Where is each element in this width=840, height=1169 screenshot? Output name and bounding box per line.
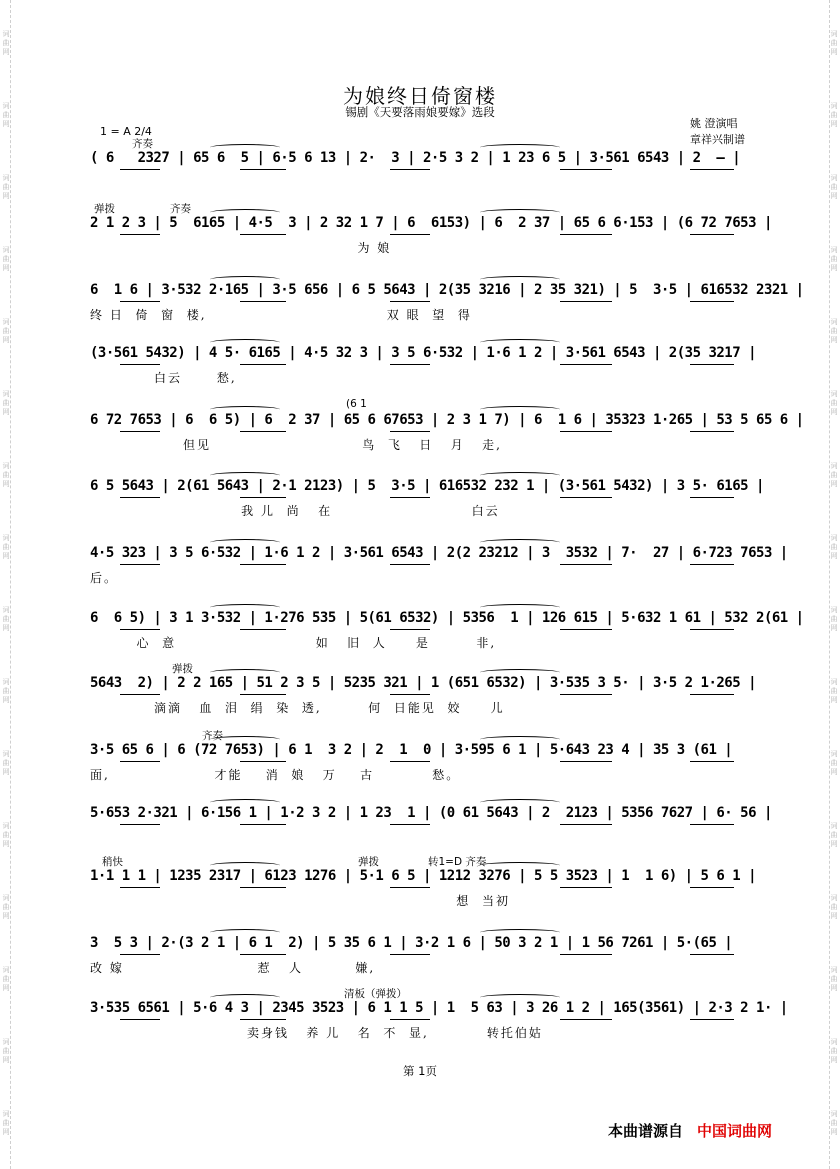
score-system — [90, 282, 804, 326]
margin-watermark: 词 曲 网 — [830, 750, 838, 776]
score-system — [90, 856, 757, 912]
slur-mark — [480, 669, 560, 676]
slur-mark — [480, 604, 560, 611]
margin-watermark: 词 曲 网 — [2, 534, 10, 560]
slur-mark — [210, 339, 280, 346]
rhythm-beam — [240, 364, 286, 365]
rhythm-beam — [390, 887, 430, 888]
score-system — [90, 203, 772, 259]
margin-watermark: 词 曲 网 — [2, 318, 10, 344]
rhythm-beam — [390, 694, 430, 695]
margin-watermark: 词 曲 网 — [2, 894, 10, 920]
notation-line: (3·561 5432) | 4 5· 6165 | 4·5 32 3 | 3 5 6·532 | 1·6 1 2 | 3·561 6543 | 2(35 3217 | — [90, 345, 757, 361]
slur-mark — [210, 669, 280, 676]
margin-watermark: 词 曲 网 — [2, 174, 10, 200]
rhythm-beam — [240, 169, 286, 170]
rhythm-beam — [240, 629, 286, 630]
page-number: 第 1页 — [403, 1064, 437, 1078]
rhythm-beam — [240, 234, 286, 235]
notation-line: ( 6 2327 | 65 6 5 | 6·5 6 13 | 2· 3 | 2·5 3 2 | 1 23 6 5 | 3·561 6543 | 2 — | — [90, 150, 741, 166]
rhythm-beam — [390, 497, 430, 498]
rhythm-beam — [120, 824, 160, 825]
margin-watermark: 词 曲 网 — [830, 174, 838, 200]
margin-watermark: 词 曲 网 — [2, 102, 10, 128]
margin-watermark: 词 曲 网 — [2, 246, 10, 272]
rhythm-beam — [120, 1019, 160, 1020]
rhythm-beam — [240, 497, 286, 498]
slur-mark — [480, 539, 560, 546]
rhythm-beam — [390, 234, 430, 235]
notation-line: 3 5 3 | 2·(3 2 1 | 6 1 2) | 5 35 6 1 | 3·2 1 6 | 50 3 2 1 | 1 56 7261 | 5·(65 | — [90, 935, 733, 951]
rhythm-beam — [560, 824, 612, 825]
notation-line: 2 1 2 3 | 5 6165 | 4·5 3 | 2 32 1 7 | 6 6153) | 6 2 37 | 65 6 6·153 | (6 72 7653 | — [90, 215, 772, 231]
slur-mark — [210, 799, 280, 806]
score-system — [90, 663, 757, 719]
rhythm-beam — [120, 694, 160, 695]
performance-mark: 弹拨 — [358, 856, 379, 868]
rhythm-beam — [240, 431, 286, 432]
slur-mark — [210, 209, 280, 216]
score-subtitle: 锡剧《天要落雨娘要嫁》选段 — [345, 105, 495, 119]
margin-watermark: 词 曲 网 — [830, 390, 838, 416]
rhythm-beam — [120, 431, 160, 432]
performance-mark: 齐奏 — [202, 730, 223, 742]
notation-line: 6 72 7653 | 6 6 5) | 6 2 37 | 65 6 67653 | 2 3 1 7) | 6 1 6 | 35323 1·265 | 53 5 65 6 | — [90, 412, 804, 428]
rhythm-beam — [690, 629, 734, 630]
margin-watermark: 词 曲 网 — [2, 678, 10, 704]
rhythm-beam — [120, 564, 160, 565]
rhythm-beam — [120, 234, 160, 235]
margin-watermark: 词 曲 网 — [830, 606, 838, 632]
margin-watermark: 词 曲 网 — [2, 1110, 10, 1136]
rhythm-beam — [240, 887, 286, 888]
lyric-line: 后。 — [90, 571, 119, 585]
slur-mark — [480, 209, 560, 216]
rhythm-beam — [390, 954, 430, 955]
margin-watermark: 词 曲 网 — [830, 102, 838, 128]
margin-watermark: 词 曲 网 — [830, 534, 838, 560]
slur-mark — [210, 539, 280, 546]
rhythm-beam — [690, 694, 734, 695]
margin-watermark: 词 曲 网 — [2, 606, 10, 632]
rhythm-beam — [690, 887, 734, 888]
slur-mark — [210, 604, 280, 611]
score-system — [90, 610, 804, 654]
rhythm-beam — [560, 629, 612, 630]
margin-watermark: 词 曲 网 — [2, 462, 10, 488]
score-system — [90, 478, 764, 522]
rhythm-beam — [560, 761, 612, 762]
margin-watermark: 词 曲 网 — [830, 30, 838, 56]
slur-mark — [210, 736, 280, 743]
rhythm-beam — [560, 431, 612, 432]
lyric-line: 想 当初 — [90, 894, 510, 908]
slur-mark — [480, 994, 560, 1001]
slur-mark — [480, 276, 560, 283]
rhythm-beam — [390, 1019, 430, 1020]
score-system — [90, 545, 788, 589]
notation-line: 6 5 5643 | 2(61 5643 | 2·1 2123) | 5 3·5 | 616532 232 1 | (3·561 5432) | 3 5· 6165 | — [90, 478, 764, 494]
margin-watermark: 词 曲 网 — [2, 750, 10, 776]
rhythm-beam — [560, 169, 612, 170]
margin-watermark: 词 曲 网 — [830, 678, 838, 704]
notation-line: 4·5 323 | 3 5 6·532 | 1·6 1 2 | 3·561 6543 | 2(2 23212 | 3 3532 | 7· 27 | 6·723 7653 | — [90, 545, 788, 561]
rhythm-beam — [120, 497, 160, 498]
rhythm-beam — [560, 497, 612, 498]
notation-line: 3·5 65 6 | 6 (72 7653) | 6 1 3 2 | 2 1 0 | 3·595 6 1 | 5·643 23 4 | 35 3 (61 | — [90, 742, 733, 758]
rhythm-beam — [120, 169, 160, 170]
slur-mark — [210, 144, 280, 151]
rhythm-beam — [240, 564, 286, 565]
margin-watermark: 词 曲 网 — [830, 462, 838, 488]
credit-transcriber: 章祥兴制谱 — [690, 133, 745, 146]
slur-mark — [210, 994, 280, 1001]
performance-mark: 转1=D 齐奏 — [428, 856, 487, 868]
rhythm-beam — [690, 301, 734, 302]
rhythm-beam — [690, 364, 734, 365]
slur-mark — [480, 144, 560, 151]
source-attribution — [608, 1120, 772, 1141]
slur-mark — [480, 862, 560, 869]
rhythm-beam — [240, 824, 286, 825]
slur-mark — [480, 929, 560, 936]
lyric-line: 面, 才能 消 娘 万 古 愁。 — [90, 768, 461, 782]
score-system — [90, 345, 756, 389]
margin-watermark: 词 曲 网 — [2, 390, 10, 416]
margin-watermark: 词 曲 网 — [830, 1038, 838, 1064]
lyric-line: 终 日 倚 窗 楼, 双 眼 望 得 — [90, 308, 472, 322]
margin-watermark: 词 曲 网 — [2, 1038, 10, 1064]
rhythm-beam — [560, 694, 612, 695]
credit-performer: 姚 澄演唱 — [690, 117, 738, 130]
rhythm-beam — [560, 301, 612, 302]
lyric-line: 卖身钱 养 儿 名 不 显, 转托伯姑 — [90, 1026, 543, 1040]
lyric-line: 我 儿 尚 在 白云 — [90, 504, 500, 518]
notation-line: 5643 2) | 2 2 165 | 51 2 3 5 | 5235 321 | 1 (651 6532) | 3·535 3 5· | 3·5 2 1·265 | — [90, 675, 757, 691]
rhythm-beam — [240, 761, 286, 762]
score-system — [90, 988, 788, 1044]
score-system — [90, 398, 804, 456]
margin-watermark: 词 曲 网 — [830, 966, 838, 992]
rhythm-beam — [560, 364, 612, 365]
rhythm-beam — [120, 629, 160, 630]
lyric-line: 改 嫁 惹 人 嫌, — [90, 961, 376, 975]
slur-mark — [210, 472, 280, 479]
slur-mark — [480, 736, 560, 743]
rhythm-beam — [120, 887, 160, 888]
margin-watermark: 词 曲 网 — [830, 1110, 838, 1136]
performance-mark: 齐奏 — [170, 203, 191, 215]
source-brand[interactable]: 中国词曲网 — [697, 1122, 773, 1140]
margin-watermark: 词 曲 网 — [830, 246, 838, 272]
lyric-line: 滴滴 血 泪 绢 染 透, 何 日能见 姣 儿 — [90, 701, 505, 715]
source-label: 本曲谱源自 — [608, 1122, 684, 1140]
rhythm-beam — [390, 364, 430, 365]
performance-mark: 稍快 — [102, 856, 123, 868]
key-signature: 1 = A 2/4 — [100, 125, 152, 138]
margin-watermark: 词 曲 网 — [2, 822, 10, 848]
score-system — [90, 805, 772, 849]
rhythm-beam — [240, 301, 286, 302]
lyric-line: 白云 愁, — [90, 371, 237, 385]
notation-line: 6 6 5) | 3 1 3·532 | 1·276 535 | 5(61 6532) | 5356 1 | 126 615 | 5·632 1 61 | 532 2(61 | — [90, 610, 804, 626]
notation-line: 6 1 6 | 3·532 2·165 | 3·5 656 | 6 5 5643 | 2(35 3216 | 2 35 321) | 5 3·5 | 616532 2321 | — [90, 282, 804, 298]
rhythm-beam — [690, 1019, 734, 1020]
credits — [690, 116, 745, 148]
rhythm-beam — [560, 954, 612, 955]
slur-mark — [480, 799, 560, 806]
performance-mark: 弹拨 — [172, 663, 193, 675]
rhythm-beam — [560, 887, 612, 888]
notation-line: 3·535 6561 | 5·6 4 3 | 2345 3523 | 6 1 1 5 | 1 5 63 | 3 26 1 2 | 165(3561) | 2·3 2 1· | — [90, 1000, 788, 1016]
performance-mark: 清板（弹拨） — [344, 988, 407, 1000]
rhythm-beam — [690, 431, 734, 432]
rhythm-beam — [390, 629, 430, 630]
margin-watermark: 词 曲 网 — [830, 894, 838, 920]
rhythm-beam — [240, 954, 286, 955]
rhythm-beam — [390, 431, 430, 432]
slur-mark — [210, 929, 280, 936]
score-title: 为娘终日倚窗楼 — [343, 84, 497, 108]
rhythm-beam — [560, 1019, 612, 1020]
margin-watermark: 词 曲 网 — [830, 822, 838, 848]
rhythm-beam — [690, 497, 734, 498]
rhythm-beam — [390, 824, 430, 825]
score-system — [90, 730, 756, 786]
rhythm-beam — [690, 169, 734, 170]
rhythm-beam — [390, 564, 430, 565]
lyric-line: 为 娘 — [90, 241, 392, 255]
performance-mark: (6 1 — [346, 398, 367, 410]
rhythm-beam — [690, 824, 734, 825]
lyric-line: 心 意 如 旧 人 是 非, — [90, 636, 497, 650]
notation-line: 5·653 2·321 | 6·156 1 | 1·2 3 2 | 1 23 1 | (0 61 5643 | 2 2123 | 5356 7627 | 6· 56 | — [90, 805, 772, 821]
rhythm-beam — [690, 234, 734, 235]
slur-mark — [210, 276, 280, 283]
rhythm-beam — [560, 564, 612, 565]
slur-mark — [480, 472, 560, 479]
rhythm-beam — [120, 761, 160, 762]
performance-mark: 弹拨 — [94, 203, 115, 215]
rhythm-beam — [690, 761, 734, 762]
rhythm-beam — [240, 694, 286, 695]
score-system — [90, 935, 756, 979]
margin-watermark: 词 曲 网 — [2, 30, 10, 56]
rhythm-beam — [690, 954, 734, 955]
rhythm-beam — [120, 954, 160, 955]
performance-mark: 齐奏 — [132, 138, 153, 150]
margin-watermark: 词 曲 网 — [830, 318, 838, 344]
lyric-line: 但见 鸟 飞 日 月 走, — [90, 438, 502, 452]
rhythm-beam — [120, 301, 160, 302]
slur-mark — [480, 339, 560, 346]
rhythm-beam — [690, 564, 734, 565]
slur-mark — [480, 406, 560, 413]
rhythm-beam — [560, 234, 612, 235]
rhythm-beam — [390, 169, 430, 170]
rhythm-beam — [120, 364, 160, 365]
rhythm-beam — [390, 761, 430, 762]
rhythm-beam — [240, 1019, 286, 1020]
slur-mark — [210, 406, 280, 413]
notation-line: 1·1 1 1 | 1235 2317 | 6123 1276 | 5·1 6 5 | 1212 3276 | 5 5 3523 | 1 1 6) | 5 6 1 | — [90, 868, 757, 884]
margin-watermark: 词 曲 网 — [2, 966, 10, 992]
rhythm-beam — [390, 301, 430, 302]
slur-mark — [210, 862, 280, 869]
